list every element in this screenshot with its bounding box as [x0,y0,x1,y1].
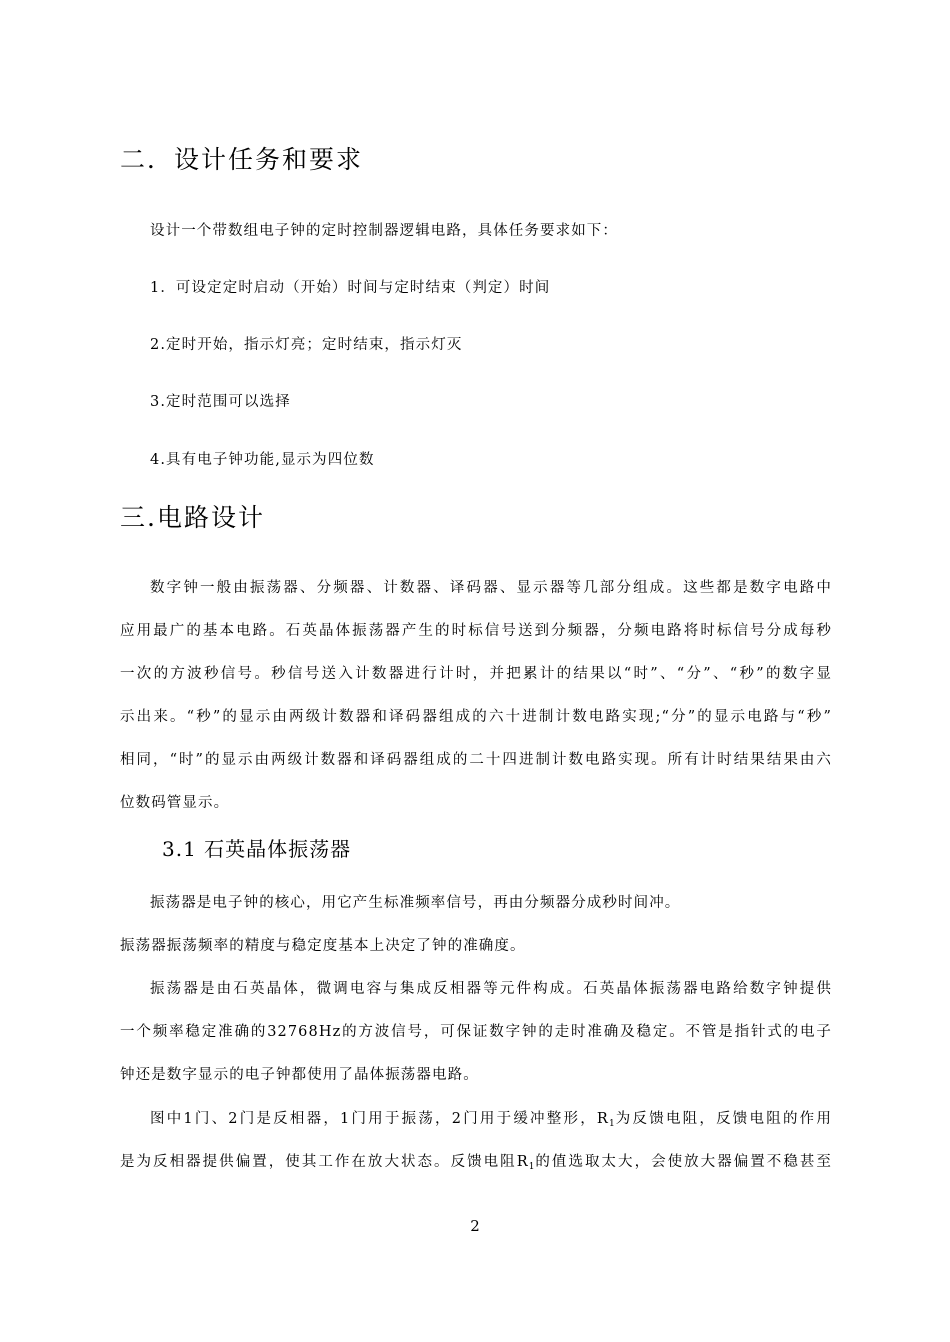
paragraph-line: 一个频率稳定准确的32768Hz的方波信号，可保证数字钟的走时准确及稳定。不管是指针式的电子 [120,1024,832,1040]
paragraph-line [120,1150,832,1172]
requirement-item-1: 1．可设定定时启动（开始）时间与定时结束（判定）时间 [150,280,551,296]
paragraph-line: 振荡器振荡频率的精度与稳定度基本上决定了钟的准确度。 [120,938,526,954]
subsection-3-1-heading: 3.1 石英晶体振荡器 [162,837,352,861]
resistor-subscript: 1 [528,1162,535,1172]
paragraph-line [150,1107,832,1129]
section-2-heading: 二．设计任务和要求 [120,145,364,174]
resistor-symbol: R [516,1154,529,1170]
requirement-item-4: 4.具有电子钟功能,显示为四位数 [150,452,375,468]
paragraph-line: 示出来。“秒”的显示由两级计数器和译码器组成的六十进制计数电路实现;“分”的显示电路与“秒” [120,709,832,725]
paragraph-line: 振荡器是电子钟的核心，用它产生标准频率信号，再由分频器分成秒时间冲。 [150,895,681,911]
requirement-item-3: 3.定时范围可以选择 [150,394,291,410]
paragraph-line: 钟还是数字显示的电子钟都使用了晶体振荡器电路。 [120,1067,479,1083]
paragraph-line: 应用最广的基本电路。石英晶体振荡器产生的时标信号送到分频器，分频电路将时标信号分成每秒 [120,623,832,639]
paragraph-line: 一次的方波秒信号。秒信号送入计数器进行计时，并把累计的结果以“时”、“分”、“秒”的数字显 [120,666,832,682]
paragraph-line: 振荡器是由石英晶体，微调电容与集成反相器等元件构成。石英晶体振荡器电路给数字钟提供 [150,981,832,997]
requirement-item-2: 2.定时开始，指示灯亮；定时结束，指示灯灭 [150,337,463,353]
paragraph-line: 数字钟一般由振荡器、分频器、计数器、译码器、显示器等几部分组成。这些都是数字电路中 [150,580,832,596]
resistor-symbol: R [596,1111,609,1127]
text-run: 是为反相器提供偏置，使其工作在放大状态。反馈电阻 [120,1154,517,1170]
text-run: 图中1门、2门是反相器，1门用于振荡，2门用于缓冲整形， [150,1111,597,1127]
resistor-subscript: 1 [608,1119,615,1129]
page-number: 2 [470,1217,480,1235]
text-run: 的值选取太大，会使放大器偏置不稳甚至 [534,1154,832,1170]
section-2-intro: 设计一个带数组电子钟的定时控制器逻辑电路，具体任务要求如下： [150,223,618,239]
text-run: 为反馈电阻，反馈电阻的作用 [614,1111,832,1127]
paragraph-line: 相同，“时”的显示由两级计数器和译码器组成的二十四进制计数电路实现。所有计时结果结果由六 [120,752,832,768]
section-3-heading: 三.电路设计 [120,503,265,532]
paragraph-line: 位数码管显示。 [120,795,230,811]
